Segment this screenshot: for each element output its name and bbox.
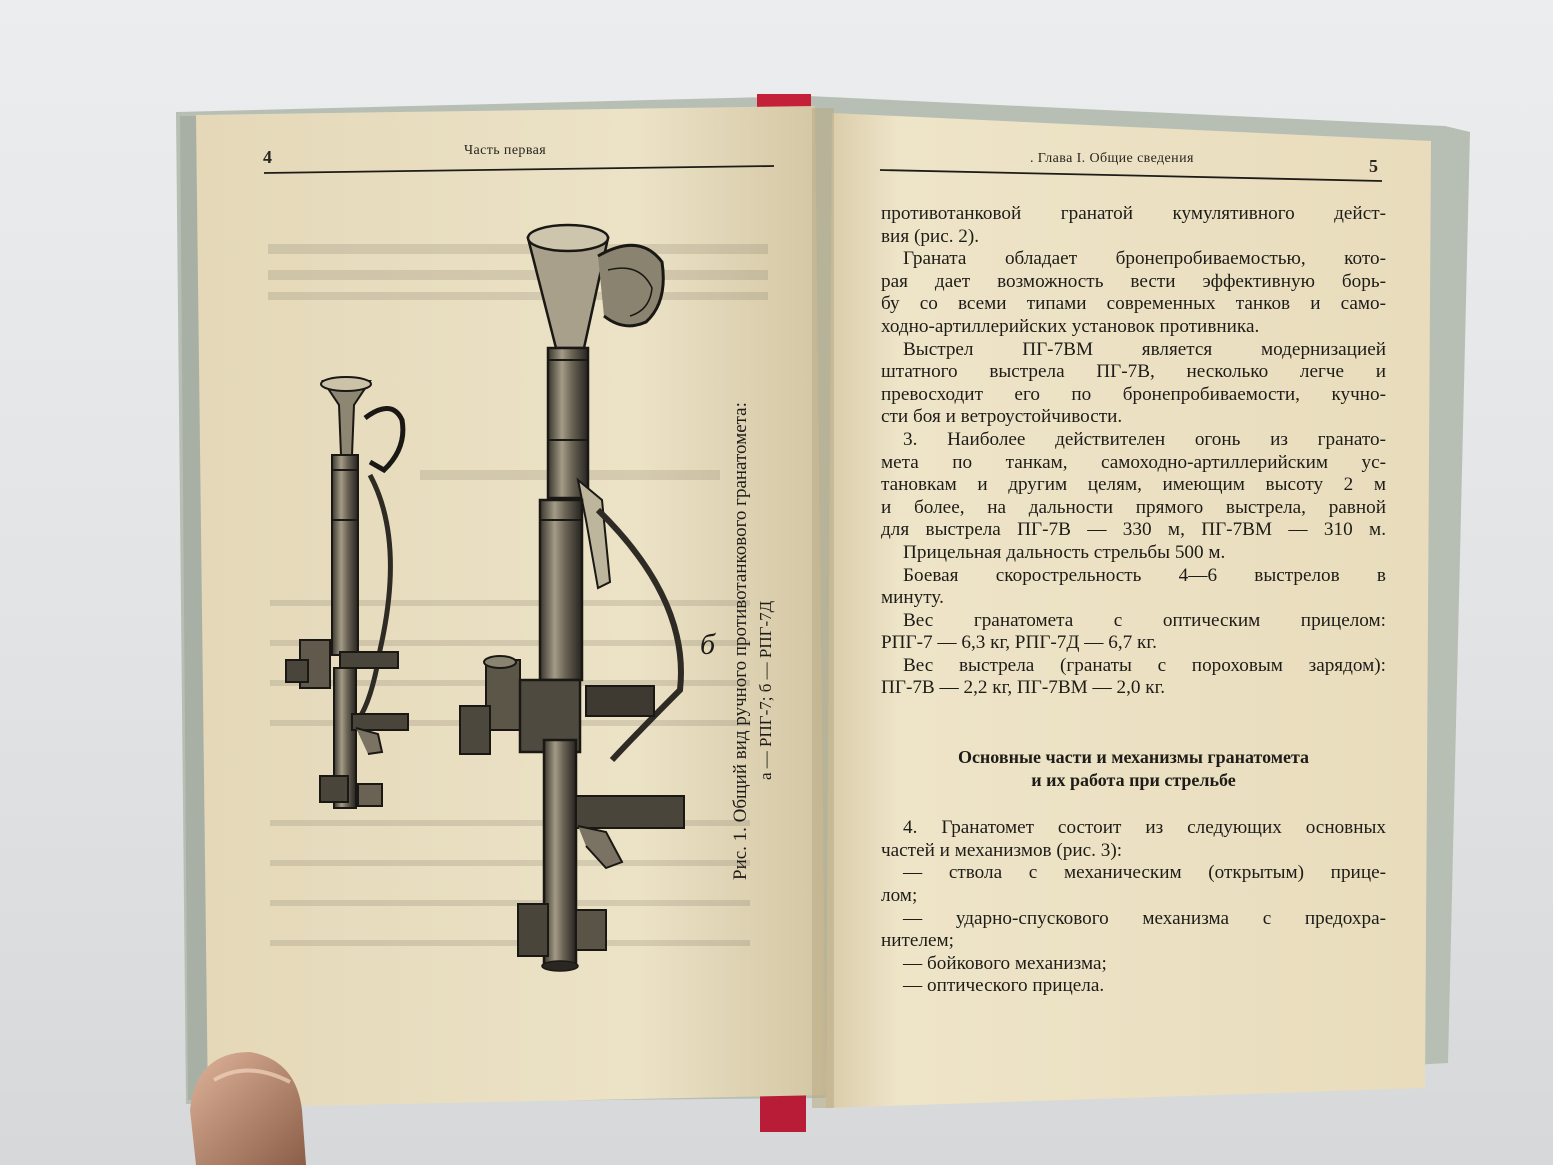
figure-caption-line1: Рис. 1. Общий вид ручного противотанкового гранатомета: — [730, 402, 751, 880]
text-line: 4. Гранатомет состоит из следующих основных — [903, 817, 1386, 839]
section-heading-line2: и их работа при стрельбе — [1031, 769, 1236, 790]
text-line: 3. Наиболее действителен огонь из гранато- — [903, 428, 1386, 450]
text-line: мета по танкам, самоходно-артиллерийским ус- — [881, 451, 1386, 473]
text-line: тановкам и другим целям, имеющим высоту 2 м — [881, 474, 1386, 496]
text-line: ходно-артиллерийских установок противника. — [881, 315, 1260, 337]
text-line: противотанковой гранатой кумулятивного дейст- — [881, 203, 1386, 224]
text-line: — ствола с механическим (открытым) прице- — [903, 862, 1386, 884]
left-running-header: Часть первая — [464, 143, 547, 158]
text-line: частей и механизмов (рис. 3): — [881, 839, 1123, 861]
right-page-body — [881, 203, 1386, 998]
text-line: Вес гранатомета с оптическим прицелом: — [903, 609, 1386, 631]
text-line: лом; — [881, 885, 918, 907]
figure-caption-line2: а — РПГ-7; б — РПГ-7Д — [756, 600, 775, 780]
text-line: минуту. — [881, 587, 944, 609]
figure-caption — [730, 402, 752, 880]
right-page-number: 5 — [1369, 156, 1378, 176]
text-line: РПГ-7 — 6,3 кг, РПГ-7Д — 6,7 кг. — [881, 632, 1157, 654]
text-line: сти боя и ветроустойчивости. — [881, 406, 1123, 428]
text-line: Боевая скорострельность 4—6 выстрелов в — [903, 564, 1386, 586]
text-line: ПГ-7В — 2,2 кг, ПГ-7ВМ — 2,0 кг. — [881, 677, 1166, 699]
left-page-number: 4 — [263, 147, 272, 167]
text-line: Граната обладает бронепробиваемостью, кото- — [903, 248, 1386, 270]
right-running-header: . Глава I. Общие сведения — [1030, 151, 1194, 166]
text-line: — бойкового механизма; — [903, 952, 1107, 974]
gutter-shadow — [812, 108, 834, 1108]
text-line: Вес выстрела (гранаты с пороховым зарядом): — [903, 654, 1386, 676]
text-line: Прицельная дальность стрельбы 500 м. — [903, 541, 1226, 563]
text-line: рая дает возможность вести эффективную борь- — [881, 270, 1386, 292]
section-heading-line1: Основные части и механизмы гранатомета — [957, 747, 1310, 768]
text-line: штатного выстрела ПГ-7В, несколько легче и — [881, 361, 1386, 383]
text-line: и более, на дальности прямого выстрела, равной — [881, 496, 1386, 518]
text-line: вия (рис. 2). — [881, 225, 980, 247]
figure-letter-b: б — [700, 628, 716, 661]
text-line: — ударно-спускового механизма с предохра- — [903, 907, 1386, 929]
text-line: нителем; — [881, 930, 955, 952]
text-line: — оптического прицела. — [903, 975, 1105, 997]
text-line: превосходит его по бронепробиваемости, кучно- — [881, 383, 1386, 405]
figure-caption-sub — [756, 601, 776, 780]
text-line: для выстрела ПГ-7В — 330 м, ПГ-7ВМ — 310 м. — [881, 519, 1386, 541]
text-line: Выстрел ПГ-7ВМ является модернизацией — [903, 338, 1386, 360]
text-line: бу со всеми типами современных танков и само- — [881, 293, 1386, 315]
